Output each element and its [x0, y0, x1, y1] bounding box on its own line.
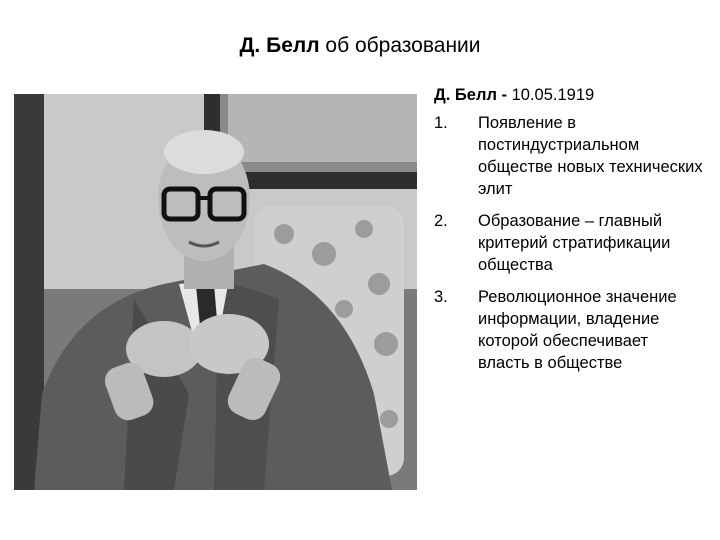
title-name: Д. Белл: [239, 34, 320, 57]
list-item: [434, 286, 704, 374]
title-rest: об образовании: [325, 34, 481, 57]
text-panel: [434, 84, 704, 384]
list-item: [434, 112, 704, 200]
bio-line: [434, 84, 704, 106]
list-item-number: 2.: [434, 212, 448, 230]
list-item-text: Появление в постиндустриальном обществе новых технических элит: [478, 114, 703, 198]
slide-title: [0, 34, 720, 58]
list-item-text: Революционное значение информации, владение которой обеспечивает власть в обществе: [478, 288, 677, 372]
list-item-text: Образование – главный критерий стратификации общества: [478, 212, 671, 274]
bio-date: 10.05.1919: [511, 86, 595, 104]
thesis-list: [434, 112, 704, 374]
list-item-number: 1.: [434, 114, 448, 132]
portrait-photo: [14, 94, 417, 490]
list-item-number: 3.: [434, 288, 448, 306]
bio-name: Д. Белл -: [434, 86, 508, 104]
list-item: [434, 210, 704, 276]
